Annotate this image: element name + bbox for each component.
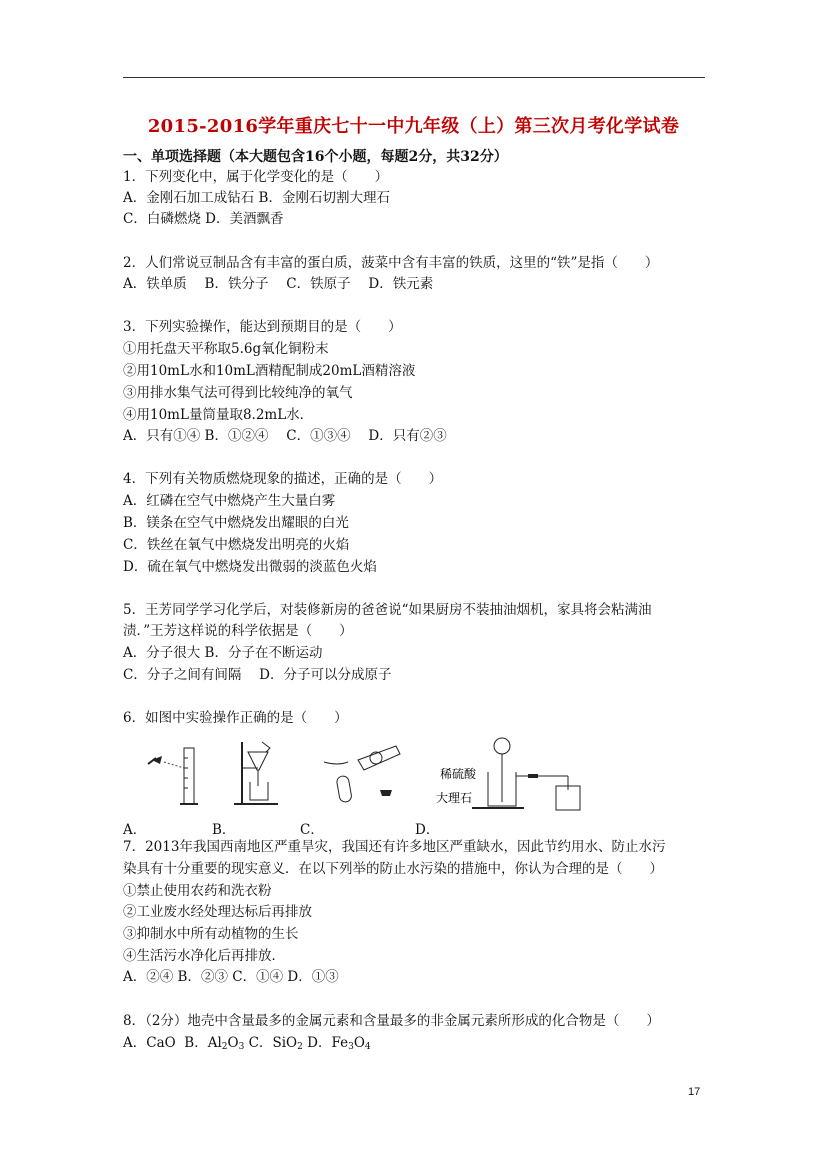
q8-stem: 8．（2分）地壳中含量最多的金属元素和含量最多的非金属元素所形成的化合物是（ ） (123, 1013, 660, 1029)
q7-stem-line1: 7．2013年我国西南地区严重旱灾，我国还有许多地区严重缺水，因此节约用水、防止水污 (123, 839, 666, 855)
q5-options-cd: C．分子之间有间隔 D．分子可以分成原子 (123, 667, 392, 683)
q4-stem: 4．下列有关物质燃烧现象的描述，正确的是（ ） (123, 471, 443, 487)
q6-figure-c-test-tube (318, 738, 410, 808)
q8-option-d: D．$Fe_3O_4$ (307, 1035, 371, 1052)
q5-stem-line1: 5．王芳同学学习化学后，对装修新房的爸爸说“如果厨房不装抽油烟机，家具将会粘满油 (123, 602, 652, 618)
q4-option-b: B．镁条在空气中燃烧发出耀眼的白光 (123, 515, 349, 531)
q3-item-2: ②用10mL水和10mL酒精配制成20mL酒精溶液 (123, 363, 416, 379)
q3-options: A．只有①④ B．①②④ C．①③④ D．只有②③ (123, 428, 447, 444)
q7-item-4: ④生活污水净化后再排放． (123, 948, 285, 964)
q7-item-1: ①禁止使用农药和洗衣粉 (123, 883, 272, 899)
header-rule (123, 77, 705, 78)
q4-option-a: A．红磷在空气中燃烧产生大量白雾 (123, 493, 336, 509)
q6-stem: 6．如图中实验操作正确的是（ ） (123, 710, 348, 726)
q3-stem: 3．下列实验操作，能达到预期目的是（ ） (123, 319, 402, 335)
q7-options: A．②④ B．②③ C．①④ D．①③ (123, 969, 339, 985)
q6-figure-d-gas-apparatus (432, 732, 592, 814)
q6-label-b: B． (212, 822, 236, 838)
q5-stem-line2: 渍．”王芳这样说的科学依据是（ ） (123, 623, 353, 639)
q2-stem: 2．人们常说豆制品含有丰富的蛋白质，菠菜中含有丰富的铁质，这里的“铁”是指（ ） (123, 255, 659, 271)
q7-item-3: ③抑制水中所有动植物的生长 (123, 926, 299, 942)
q8-options (123, 1033, 371, 1057)
exam-title: 2015-2016学年重庆七十一中九年级（上）第三次月考化学试卷 (147, 116, 680, 137)
q7-stem-line2: 染具有十分重要的现实意义．在以下列举的防止水污染的措施中，你认为合理的是（ ） (123, 861, 663, 877)
q7-item-2: ②工业废水经处理达标后再排放 (123, 904, 312, 920)
q6-label-c: C． (300, 822, 324, 838)
q4-option-d: D．硫在氧气中燃烧发出微弱的淡蓝色火焰 (123, 559, 377, 575)
q3-item-4: ④用10mL量筒量取8.2mL水． (123, 407, 314, 423)
q8-option-c: C．SiO$_2$ (248, 1035, 303, 1052)
q6-label-a: A． (123, 822, 147, 838)
page-number: 17 (688, 1086, 701, 1098)
q1-options-cd: C．白磷燃烧 D．美酒飘香 (123, 211, 284, 227)
q3-item-3: ③用排水集气法可得到比较纯净的氧气 (123, 385, 353, 401)
q6-figure-a-dropper-cylinder (140, 738, 212, 808)
q5-options-ab: A．分子很大 B．分子在不断运动 (123, 645, 323, 661)
q8-option-a: A．CaO (123, 1035, 176, 1051)
q2-options: A．铁单质 B．铁分子 C．铁原子 D．铁元素 (123, 276, 434, 292)
q4-option-c: C．铁丝在氧气中燃烧发出明亮的火焰 (123, 537, 350, 553)
q1-options-ab: A．金刚石加工成钻石 B．金刚石切割大理石 (123, 190, 390, 206)
q6-figure-d-marble-label: 大理石 (436, 791, 473, 805)
q1-stem: 1．下列变化中，属于化学变化的是（ ） (123, 169, 389, 185)
q6-figure-b-filtration (228, 738, 296, 808)
q3-item-1: ①用托盘天平称取5.6g氧化铜粉末 (123, 341, 329, 357)
q6-label-d: D． (415, 822, 440, 838)
q8-option-b: B．$Al_2O_3$ (184, 1035, 245, 1052)
q6-figure-d-acid-label: 稀硫酸 (440, 767, 477, 781)
section-heading: 一、单项选择题（本大题包含16个小题，每题2分，共32分） (123, 149, 508, 165)
